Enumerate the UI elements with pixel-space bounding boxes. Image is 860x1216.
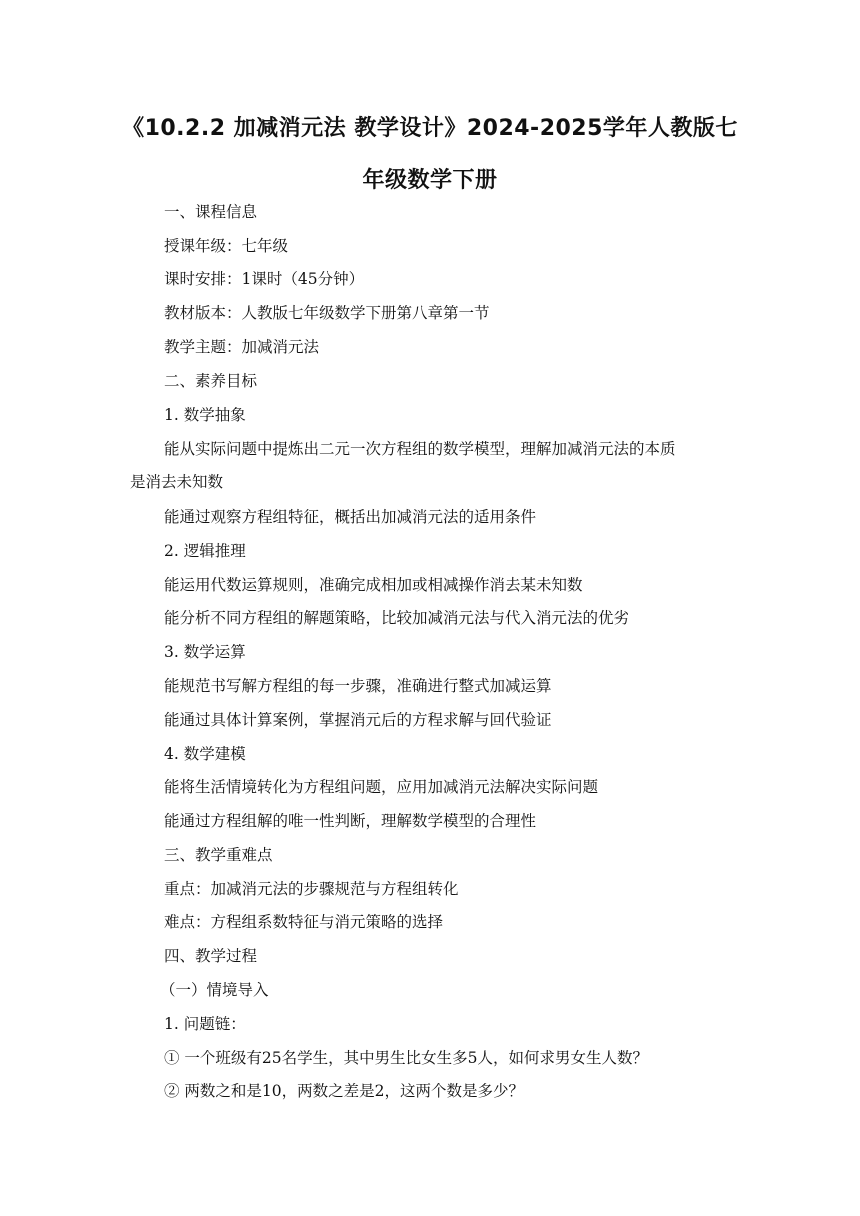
heading-goals: 二、素养目标 — [164, 372, 258, 390]
grade-line: 授课年级：七年级 — [164, 237, 289, 255]
goal-3a: 能规范书写解方程组的每一步骤，准确进行整式加减运算 — [164, 677, 552, 695]
title-line-1: 《10.2.2 加减消元法 教学设计》2024-2025学年人教版七 — [122, 116, 738, 141]
goal-4-heading: 4. 数学建模 — [164, 745, 246, 763]
topic-line: 教学主题：加减消元法 — [164, 338, 320, 356]
difficult-point-line: 难点：方程组系数特征与消元策略的选择 — [164, 913, 444, 931]
key-point-line: 重点：加减消元法的步骤规范与方程组转化 — [164, 880, 459, 898]
goal-3-heading: 3. 数学运算 — [164, 643, 246, 661]
question-1: ① 一个班级有25名学生，其中男生比女生多5人，如何求男女生人数？ — [164, 1049, 649, 1067]
goal-4b: 能通过方程组解的唯一性判断，理解数学模型的合理性 — [164, 812, 537, 830]
question-chain-heading: 1. 问题链： — [164, 1015, 246, 1033]
goal-1-heading: 1. 数学抽象 — [164, 406, 246, 424]
goal-2a: 能运用代数运算规则，准确完成相加或相减操作消去某未知数 — [164, 576, 583, 594]
document-title — [110, 103, 750, 207]
goal-2-heading: 2. 逻辑推理 — [164, 542, 246, 560]
edition-line: 教材版本：人教版七年级数学下册第八章第一节 — [164, 304, 490, 322]
hours-line: 课时安排：1课时（45分钟） — [164, 270, 365, 288]
heading-process: 四、教学过程 — [164, 947, 258, 965]
heading-key-points: 三、教学重难点 — [164, 846, 273, 864]
heading-course-info: 一、课程信息 — [164, 203, 258, 221]
question-2: ② 两数之和是10，两数之差是2，这两个数是多少？ — [164, 1082, 525, 1100]
title-line-2: 年级数学下册 — [362, 168, 498, 193]
goal-1a-line-1: 能从实际问题中提炼出二元一次方程组的数学模型，理解加减消元法的本质 — [164, 440, 676, 458]
goal-2b: 能分析不同方程组的解题策略，比较加减消元法与代入消元法的优劣 — [164, 609, 630, 627]
goal-4a: 能将生活情境转化为方程组问题，应用加减消元法解决实际问题 — [164, 778, 599, 796]
goal-3b: 能通过具体计算案例，掌握消元后的方程求解与回代验证 — [164, 711, 552, 729]
process-intro-heading: （一）情境导入 — [160, 981, 269, 999]
goal-1b: 能通过观察方程组特征，概括出加减消元法的适用条件 — [164, 508, 537, 526]
goal-1a-line-2: 是消去未知数 — [130, 473, 224, 491]
